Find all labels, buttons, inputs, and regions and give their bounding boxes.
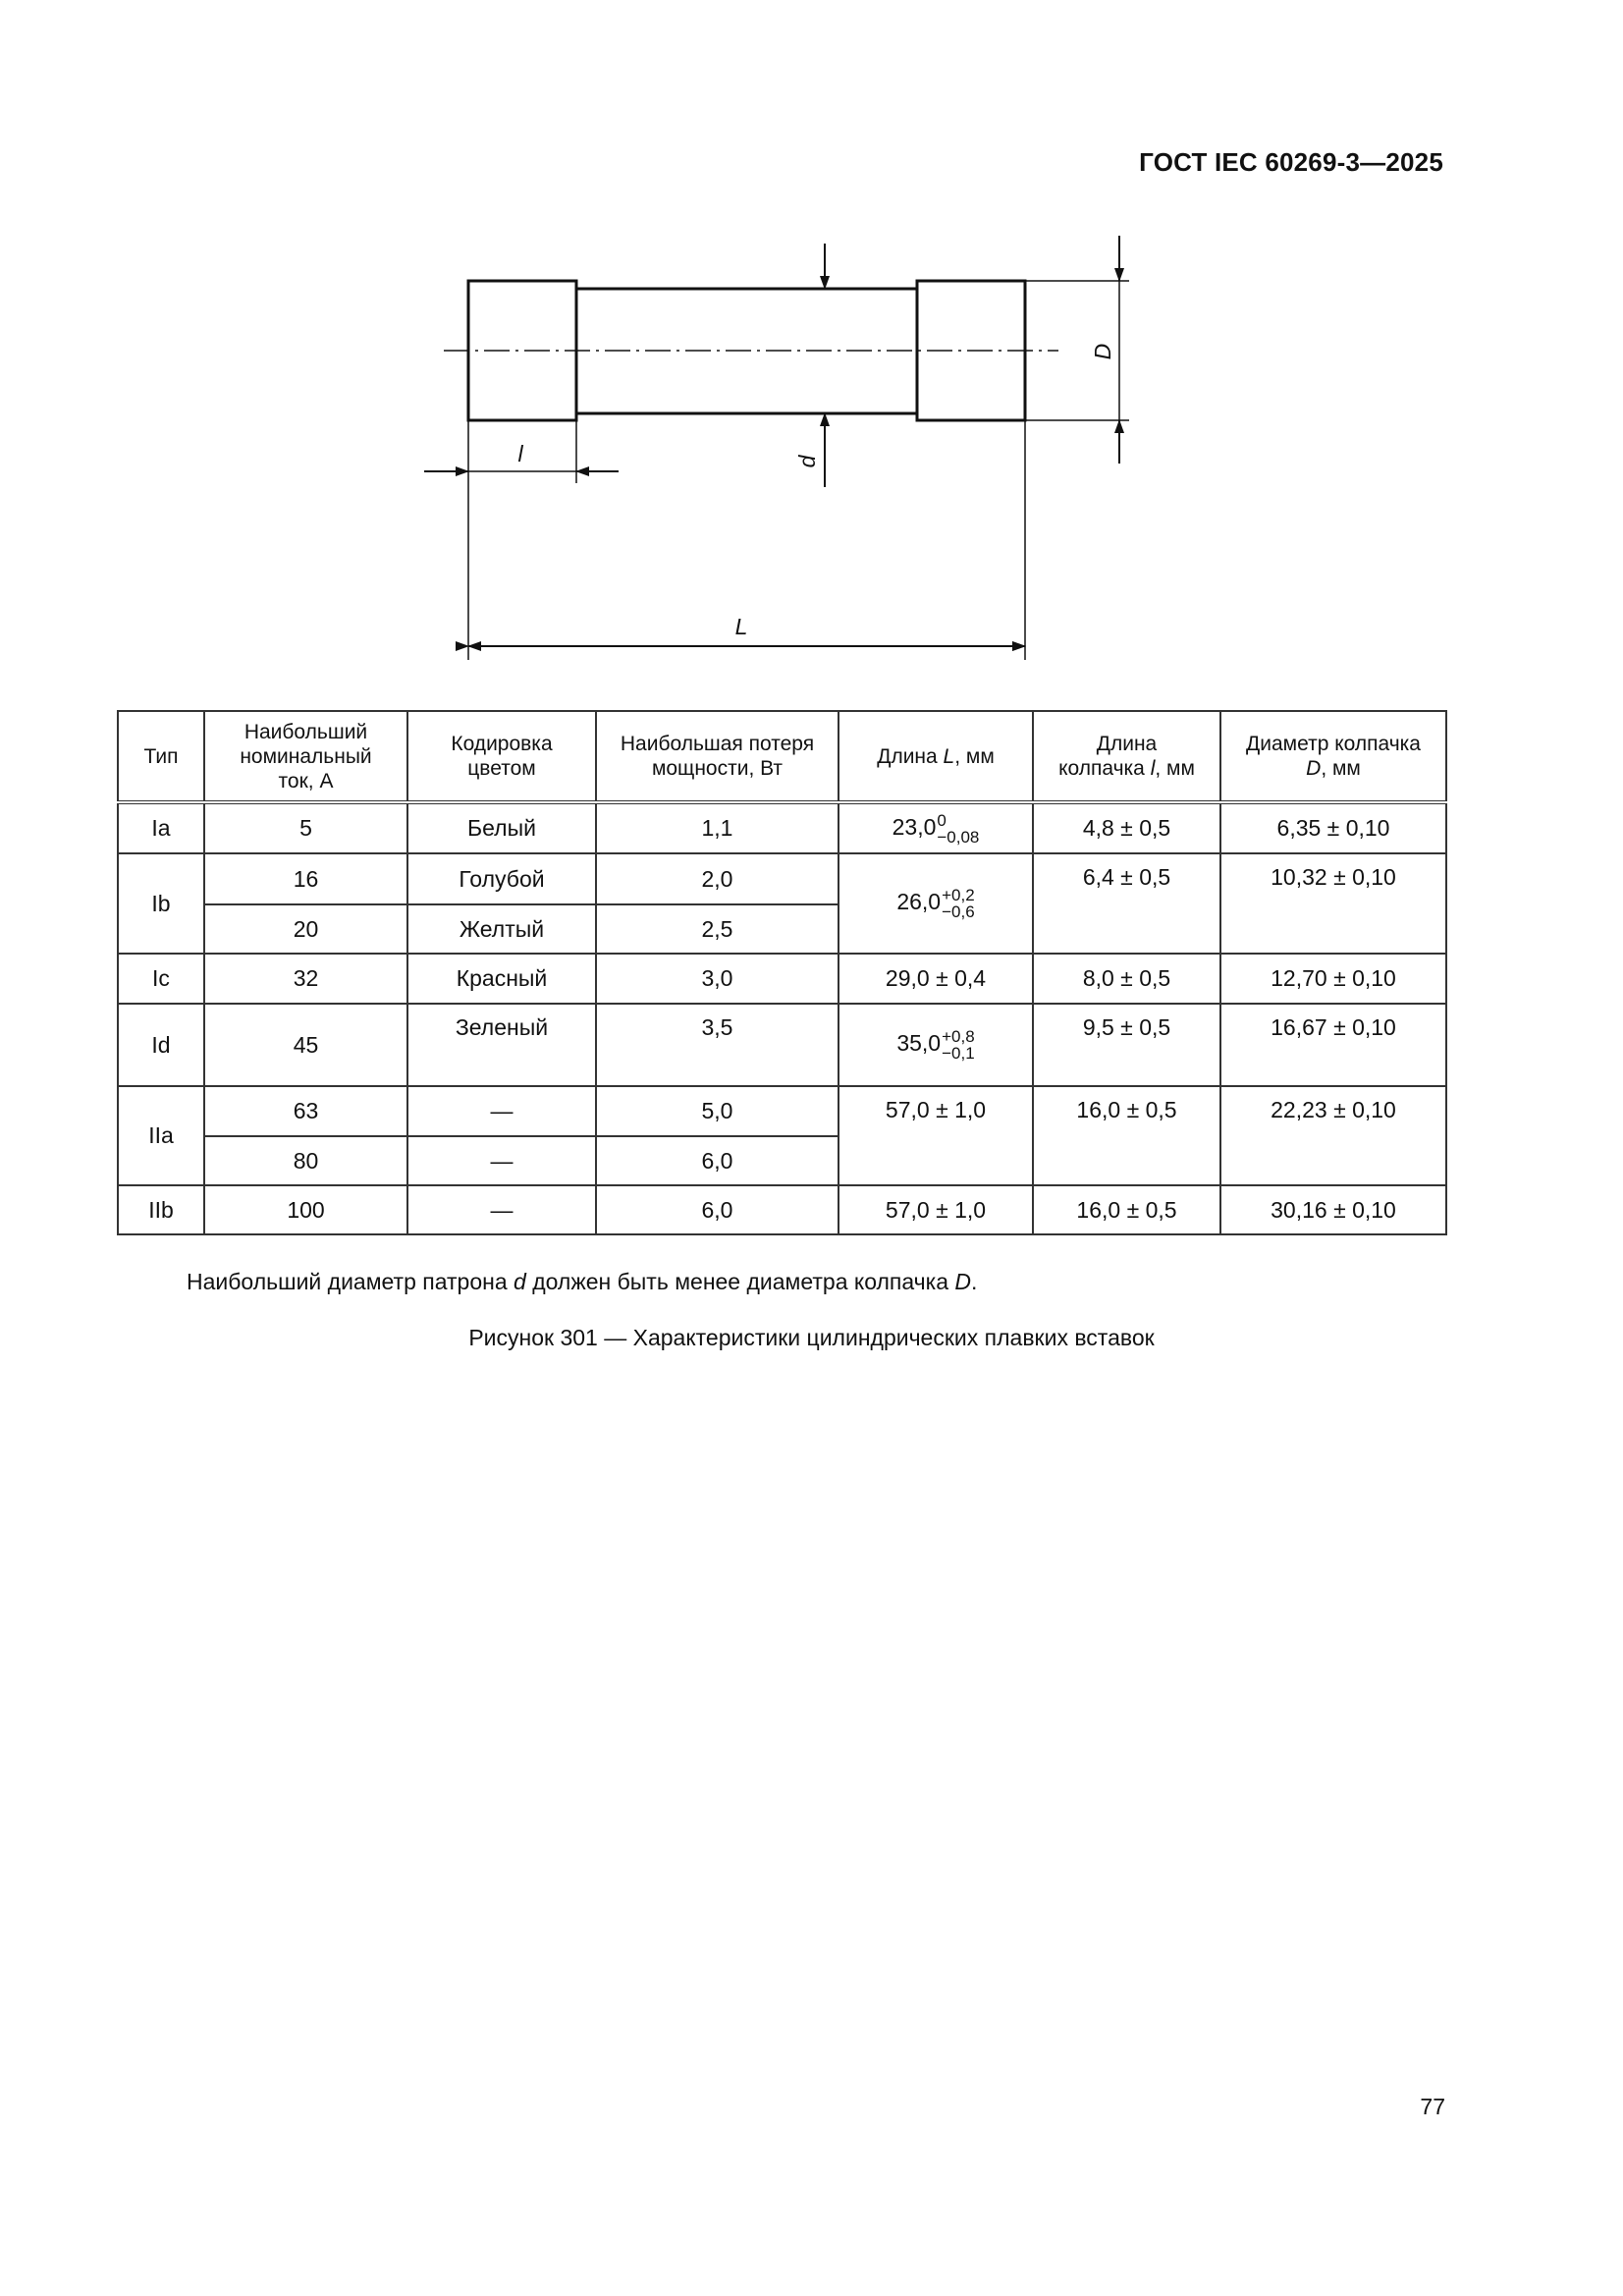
cell-current: 45	[204, 1004, 407, 1086]
table-header-row	[118, 711, 1446, 802]
cell-power: 3,5	[596, 1004, 839, 1086]
table-row-iib	[118, 1185, 1446, 1234]
table-note: Наибольший диаметр патрона d должен быть менее диаметра колпачка D.	[187, 1269, 978, 1294]
cell-cap-diameter: 30,16 ± 0,10	[1220, 1185, 1446, 1234]
cell-length: 26,0 +0,2 −0,6	[839, 853, 1033, 954]
cell-type: Ic	[118, 954, 204, 1004]
cell-length: 23,0 0 −0,08	[839, 802, 1033, 853]
cell-type: IIb	[118, 1185, 204, 1234]
cell-cap-diameter: 22,23 ± 0,10	[1220, 1086, 1446, 1185]
cell-cap-length: 4,8 ± 0,5	[1033, 802, 1220, 853]
cell-power: 1,1	[596, 802, 839, 853]
cell-current: 80	[204, 1136, 407, 1185]
cell-power: 6,0	[596, 1185, 839, 1234]
header-color: Кодировка цветом	[407, 711, 596, 802]
table-row-iia-1	[118, 1086, 1446, 1136]
cell-current: 20	[204, 904, 407, 954]
cell-cap-diameter: 16,67 ± 0,10	[1220, 1004, 1446, 1086]
cell-type: Ia	[118, 802, 204, 853]
cell-type: IIa	[118, 1086, 204, 1185]
cell-current: 32	[204, 954, 407, 1004]
cell-cap-length: 8,0 ± 0,5	[1033, 954, 1220, 1004]
cell-color: Красный	[407, 954, 596, 1004]
cell-power: 2,0	[596, 853, 839, 904]
cell-cap-length: 6,4 ± 0,5	[1033, 853, 1220, 954]
cell-cap-length: 16,0 ± 0,5	[1033, 1185, 1220, 1234]
page-number: 77	[1420, 2094, 1445, 2119]
cell-current: 100	[204, 1185, 407, 1234]
L-label: L	[734, 614, 748, 639]
d-label: d	[794, 455, 820, 468]
figure-caption: Рисунок 301 — Характеристики цилиндрических плавких вставок	[468, 1325, 1155, 1350]
cell-color: —	[407, 1185, 596, 1234]
table-row-id	[118, 1004, 1446, 1086]
cell-power: 6,0	[596, 1136, 839, 1185]
header-length: Длина L, мм	[839, 711, 1033, 802]
cell-power: 5,0	[596, 1086, 839, 1136]
cell-length: 57,0 ± 1,0	[839, 1185, 1033, 1234]
cell-color: Белый	[407, 802, 596, 853]
header-type: Тип	[118, 711, 204, 802]
l-label: l	[517, 441, 523, 466]
cell-current: 16	[204, 853, 407, 904]
header-cap-length: Длина колпачка l, мм	[1033, 711, 1220, 802]
cell-cap-diameter: 6,35 ± 0,10	[1220, 802, 1446, 853]
header-power: Наибольшая потеря мощности, Вт	[596, 711, 839, 802]
cell-length: 57,0 ± 1,0	[839, 1086, 1033, 1185]
cell-color: Голубой	[407, 853, 596, 904]
cell-cap-length: 9,5 ± 0,5	[1033, 1004, 1220, 1086]
cell-type: Id	[118, 1004, 204, 1086]
cell-cap-length: 16,0 ± 0,5	[1033, 1086, 1220, 1185]
D-label: D	[1090, 343, 1115, 360]
cell-cap-diameter: 10,32 ± 0,10	[1220, 853, 1446, 954]
cell-current: 5	[204, 802, 407, 853]
cell-length: 35,0 +0,8 −0,1	[839, 1004, 1033, 1086]
cell-color: Желтый	[407, 904, 596, 954]
table-row-ia	[118, 802, 1446, 853]
cell-power: 3,0	[596, 954, 839, 1004]
fuse-characteristics-table	[117, 710, 1447, 1235]
header-current: Наибольший номинальный ток, А	[204, 711, 407, 802]
cell-current: 63	[204, 1086, 407, 1136]
cell-type: Ib	[118, 853, 204, 954]
cell-color: Зеленый	[407, 1004, 596, 1086]
header-cap-diameter: Диаметр колпачка D, мм	[1220, 711, 1446, 802]
table-row-ib-1	[118, 853, 1446, 904]
cell-color: —	[407, 1086, 596, 1136]
document-code: ГОСТ IEC 60269-3—2025	[1139, 147, 1443, 177]
cell-power: 2,5	[596, 904, 839, 954]
fuse-dimension-drawing	[0, 0, 1623, 687]
table-row-ic	[118, 954, 1446, 1004]
cell-color: —	[407, 1136, 596, 1185]
cell-length: 29,0 ± 0,4	[839, 954, 1033, 1004]
cell-cap-diameter: 12,70 ± 0,10	[1220, 954, 1446, 1004]
